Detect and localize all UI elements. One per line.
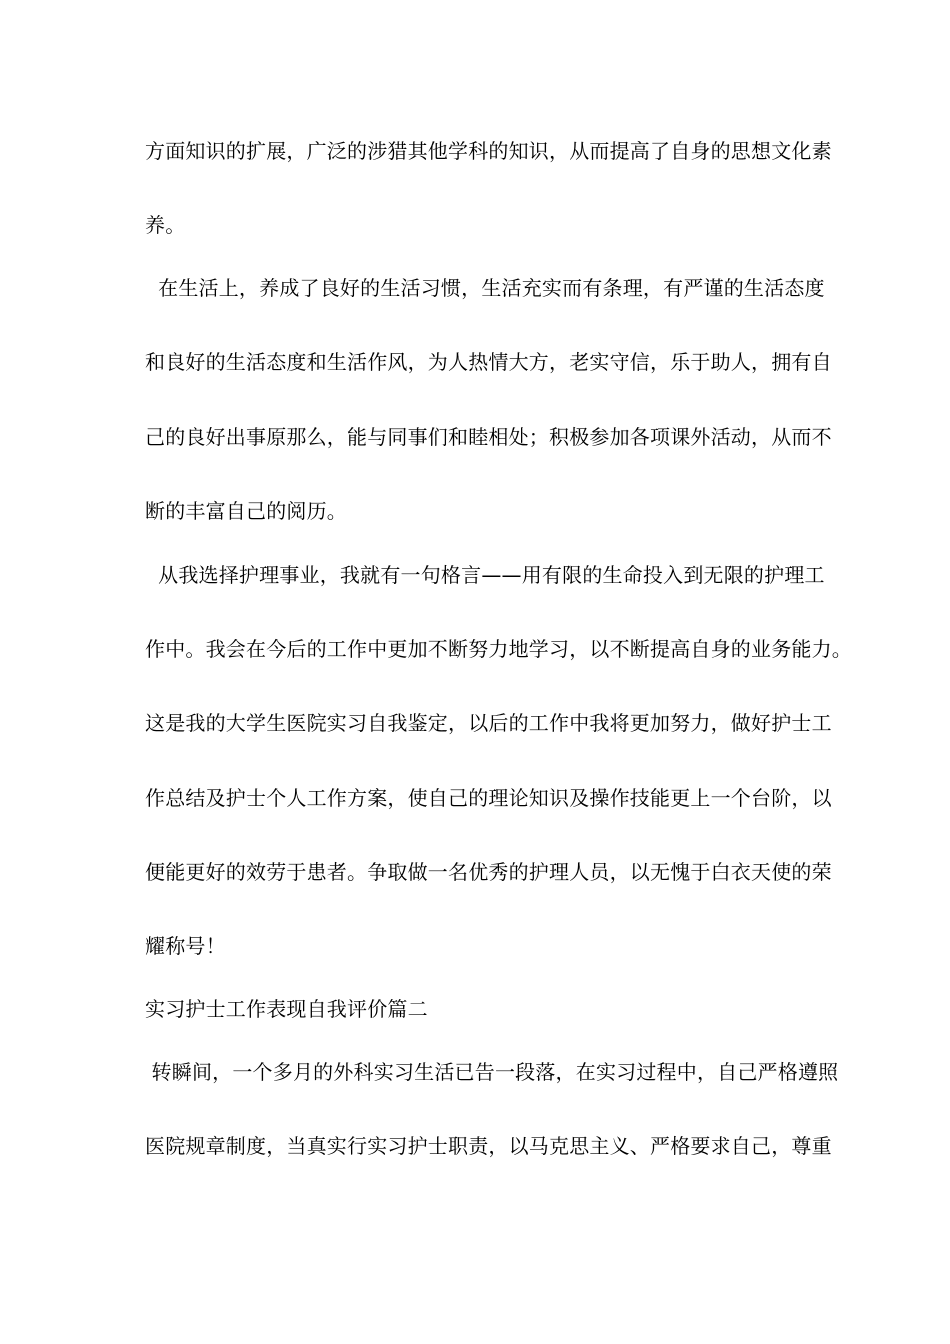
paragraph-line: 便能更好的效劳于患者。争取做一名优秀的护理人员，以无愧于白衣天使的荣 (145, 860, 832, 884)
section-heading: 实习护士工作表现自我评价篇二 (145, 997, 428, 1021)
paragraph-line: 医院规章制度，当真实行实习护士职责，以马克思主义、严格要求自己，尊重 (145, 1134, 832, 1158)
paragraph-line: 己的良好出事原那么，能与同事们和睦相处；积极参加各项课外活动，从而不 (145, 425, 832, 449)
paragraph-line: 在生活上，养成了良好的生活习惯，生活充实而有条理，有严谨的生活态度 (145, 276, 825, 300)
paragraph-line: 作中。我会在今后的工作中更加不断努力地学习，以不断提高自身的业务能力。 (145, 637, 852, 661)
paragraph-line: 断的丰富自己的阅历。 (145, 499, 347, 523)
paragraph-line: 作总结及护士个人工作方案，使自己的理论知识及操作技能更上一个台阶，以 (145, 786, 832, 810)
paragraph-line: 转瞬间，一个多月的外科实习生活已告一段落，在实习过程中，自己严格遵照 (145, 1060, 839, 1084)
paragraph-line: 这是我的大学生医院实习自我鉴定，以后的工作中我将更加努力，做好护士工 (145, 711, 832, 735)
paragraph-line: 和良好的生活态度和生活作风，为人热情大方，老实守信，乐于助人，拥有自 (145, 350, 832, 374)
paragraph-line: 耀称号！ (145, 934, 226, 958)
paragraph-line: 方面知识的扩展，广泛的涉猎其他学科的知识，从而提高了自身的思想文化素 (145, 139, 832, 163)
paragraph-line: 养。 (145, 213, 186, 237)
paragraph-line: 从我选择护理事业，我就有一句格言——用有限的生命投入到无限的护理工 (145, 563, 825, 587)
